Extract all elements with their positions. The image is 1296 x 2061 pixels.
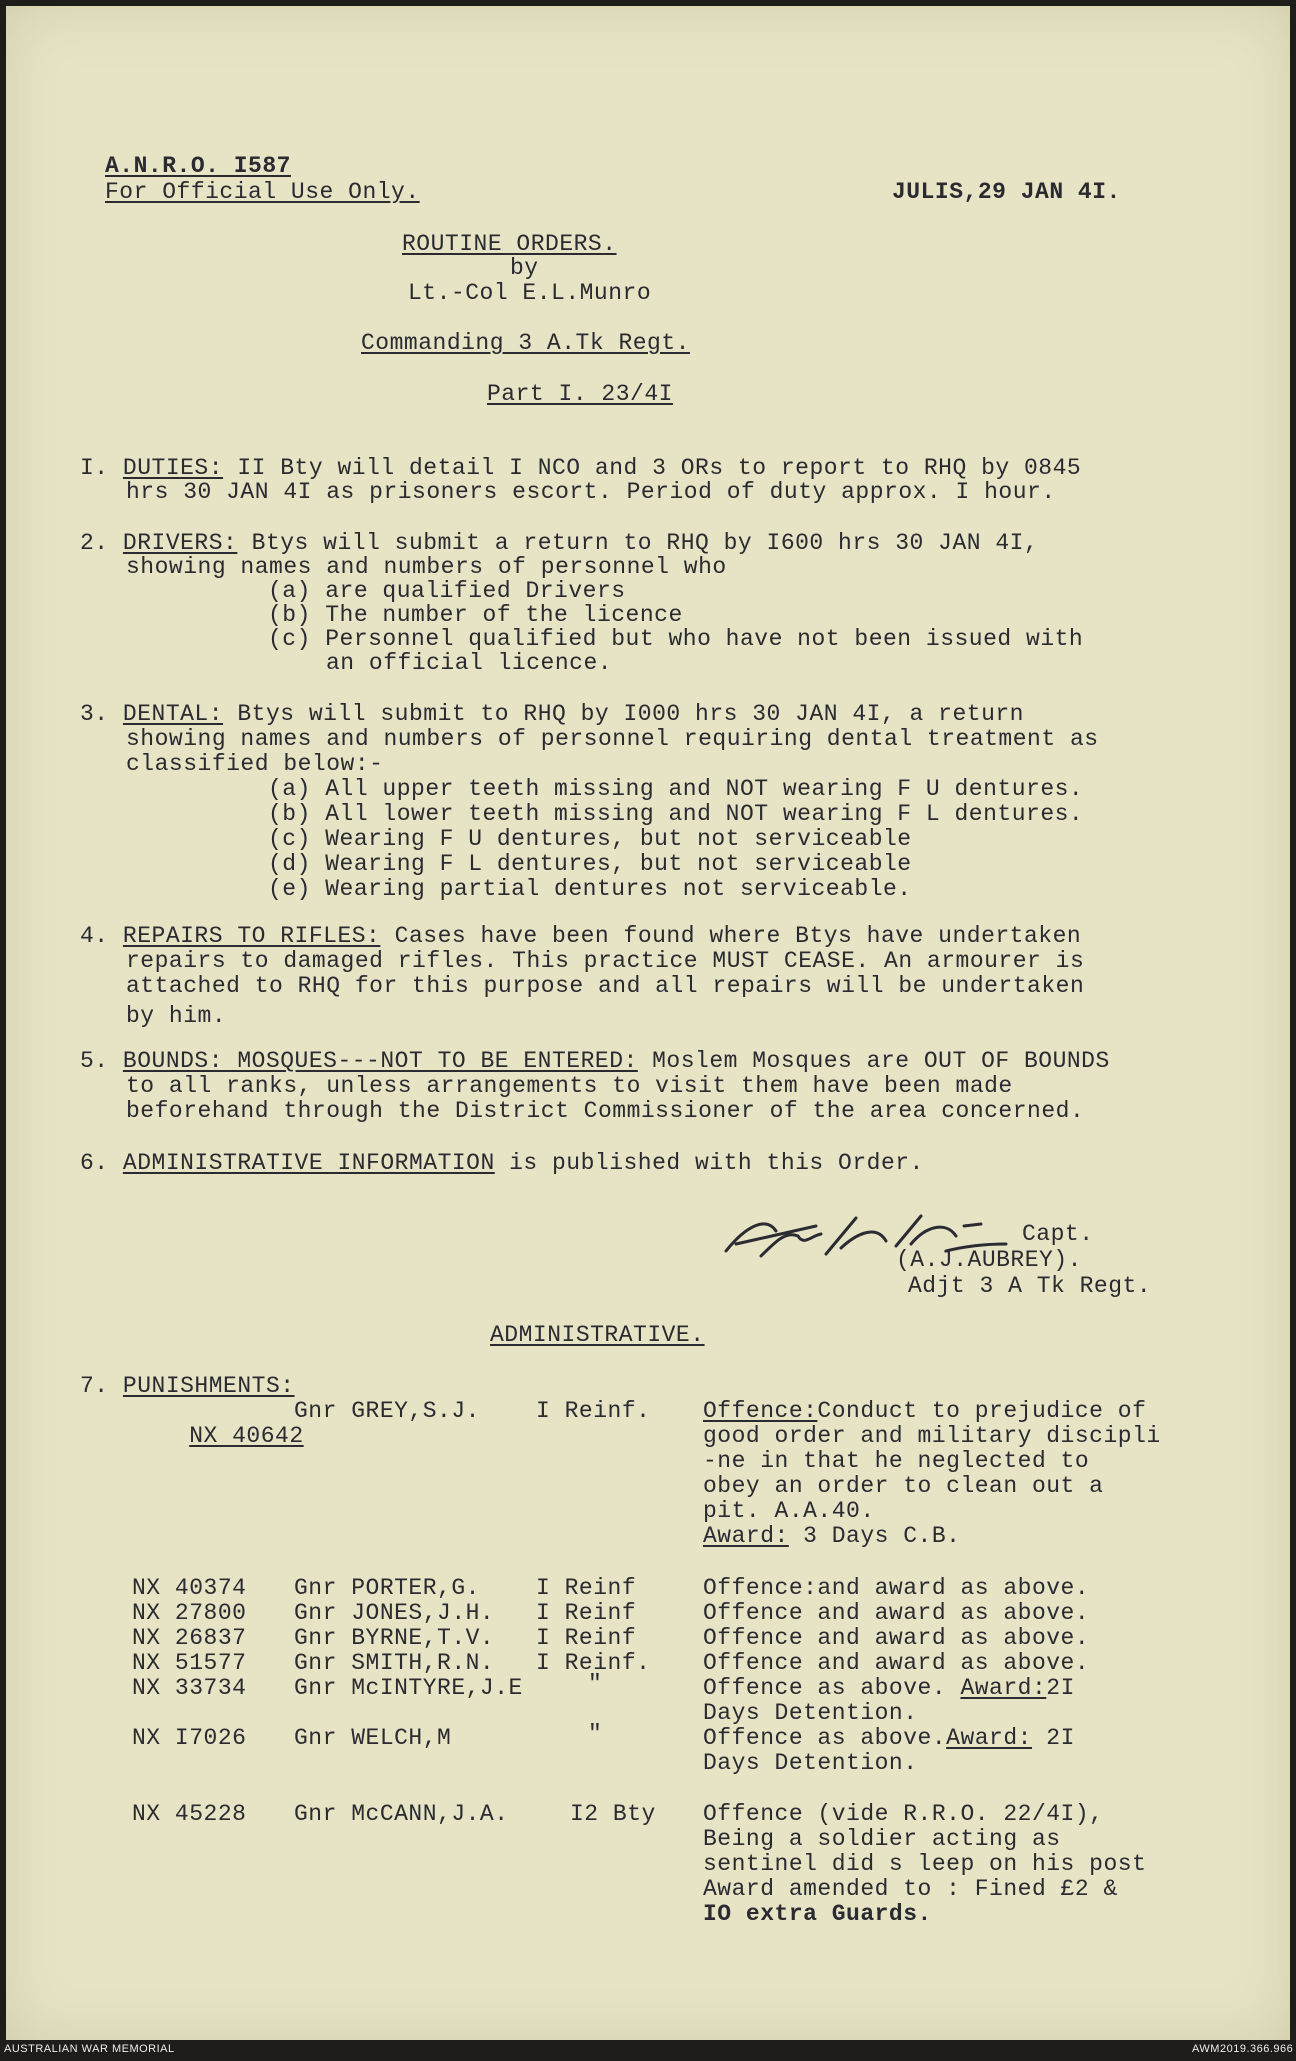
item-number: 6. <box>80 1150 109 1176</box>
award-text: 2I <box>1031 1725 1075 1751</box>
offence-text: Conduct to prejudice of <box>817 1398 1147 1424</box>
item-3-line-3: classified below:- <box>126 751 384 777</box>
item-heading: PUNISHMENTS: <box>122 1373 295 1399</box>
item-3-e: (e) Wearing partial dentures not serviceable. <box>268 876 912 902</box>
offence-text: Offence as above. <box>703 1725 947 1751</box>
item-heading: BOUNDS: MOSQUES---NOT TO BE ENTERED: <box>122 1048 638 1074</box>
soldier-name: Gnr PORTER,G. <box>294 1575 480 1601</box>
item-2-a: (a) are qualified Drivers <box>268 578 626 604</box>
soldier-name: Gnr BYRNE,T.V. <box>294 1625 495 1651</box>
item-1-line-2: hrs 30 JAN 4I as prisoners escort. Period of duty approx. I hour. <box>126 479 1056 505</box>
item-2-line-2: showing names and numbers of personnel who <box>126 554 727 580</box>
item-text: is published with this Order. <box>494 1150 924 1176</box>
document-page <box>6 6 1290 2040</box>
soldier-name: Gnr GREY,S.J. <box>294 1398 480 1424</box>
item-heading: REPAIRS TO RIFLES: <box>122 923 381 949</box>
offence-line <box>703 1399 1146 1424</box>
item-2-c-cont: an official licence. <box>326 650 613 676</box>
soldier-unit: " <box>588 1671 603 1697</box>
soldier-unit: I2 Bty <box>570 1801 656 1827</box>
service-number: NX 45228 <box>132 1801 247 1827</box>
item-4 <box>80 924 1081 949</box>
offence-line: Award amended to : Fined £2 & <box>703 1876 1118 1902</box>
item-2-b: (b) The number of the licence <box>268 602 683 628</box>
service-number: NX 27800 <box>132 1600 247 1626</box>
item-text: Moslem Mosques are OUT OF BOUNDS <box>637 1048 1110 1074</box>
award-text: 3 Days C.B. <box>788 1523 961 1549</box>
soldier-unit: " <box>588 1721 603 1747</box>
item-2 <box>80 531 1038 556</box>
item-6 <box>80 1151 924 1176</box>
item-3-c: (c) Wearing F U dentures, but not serviceable <box>268 826 912 852</box>
item-text: II Bty will detail I NCO and 3 ORs to report to RHQ by 0845 <box>223 455 1082 481</box>
signature-role: Adjt 3 A Tk Regt. <box>908 1273 1152 1299</box>
service-number: NX 33734 <box>132 1675 247 1701</box>
item-5 <box>80 1049 1110 1074</box>
offence-line: IO extra Guards. <box>703 1901 932 1927</box>
service-number: NX 40642 <box>189 1423 304 1449</box>
item-text: Btys will submit to RHQ by I000 hrs 30 JAN 4I, a return <box>223 701 1024 727</box>
item-4-line-3: attached to RHQ for this purpose and all repairs will be undertaken <box>126 973 1085 999</box>
soldier-name: Gnr McINTYRE,J.E <box>294 1675 523 1701</box>
footer-right: AWM2019.366.966 <box>1192 2043 1294 2055</box>
soldier-name: Gnr SMITH,R.N. <box>294 1650 495 1676</box>
item-number: 4. <box>80 923 109 949</box>
item-text: Btys will submit a return to RHQ by I600 hrs 30 JAN 4I, <box>237 530 1039 556</box>
offence-line: Being a soldier acting as <box>703 1826 1061 1852</box>
footer-left: AUSTRALIAN WAR MEMORIAL <box>4 2043 175 2055</box>
title-commander: Lt.-Col E.L.Munro <box>408 280 652 306</box>
offence-line: Days Detention. <box>703 1700 918 1726</box>
award-line <box>703 1524 960 1549</box>
item-heading: DRIVERS: <box>122 530 238 556</box>
soldier-unit: I Reinf <box>536 1600 637 1626</box>
soldier-name: Gnr JONES,J.H. <box>294 1600 495 1626</box>
offence-text: Offence as above. <box>703 1675 961 1701</box>
service-number: NX 26837 <box>132 1625 247 1651</box>
order-reference: A.N.R.O. I587 <box>105 153 291 179</box>
title-routine-orders: ROUTINE ORDERS. <box>402 231 617 257</box>
offence-line: obey an order to clean out a <box>703 1473 1104 1499</box>
soldier-name: Gnr McCANN,J.A. <box>294 1801 509 1827</box>
award-label: Award: <box>946 1725 1032 1751</box>
item-5-line-3: beforehand through the District Commissioner of the area concerned. <box>126 1098 1085 1124</box>
item-3 <box>80 702 1024 727</box>
item-number: 7. <box>80 1373 109 1399</box>
order-date: JULIS,29 JAN 4I. <box>892 179 1121 205</box>
item-heading: DENTAL: <box>122 701 224 727</box>
service-number: NX 40374 <box>132 1575 247 1601</box>
item-text: Cases have been found where Btys have undertaken <box>380 923 1082 949</box>
service-number: NX I7026 <box>132 1725 247 1751</box>
item-3-a: (a) All upper teeth missing and NOT wearing F U dentures. <box>268 776 1084 802</box>
soldier-name: Gnr WELCH,M <box>294 1725 452 1751</box>
item-3-d: (d) Wearing F L dentures, but not serviceable <box>268 851 912 877</box>
award-text: 2I <box>1046 1675 1075 1701</box>
offence-line: Offence and award as above. <box>703 1625 1090 1651</box>
soldier-unit: I Reinf <box>536 1625 637 1651</box>
item-number: 2. <box>80 530 109 556</box>
item-2-c: (c) Personnel qualified but who have not been issued with <box>268 626 1084 652</box>
offence-line: Offence and award as above. <box>703 1600 1090 1626</box>
offence-line: good order and military discipli <box>703 1423 1161 1449</box>
item-heading: ADMINISTRATIVE INFORMATION <box>122 1150 495 1176</box>
signature-rank: Capt. <box>1022 1221 1094 1247</box>
item-3-line-2: showing names and numbers of personnel requiring dental treatment as <box>126 726 1099 752</box>
soldier-unit: I Reinf. <box>536 1650 651 1676</box>
administrative-heading: ADMINISTRATIVE. <box>490 1322 705 1348</box>
item-1 <box>80 456 1081 481</box>
item-heading: DUTIES: <box>122 455 224 481</box>
offence-line <box>703 1726 1075 1751</box>
award-label: Award: <box>703 1523 789 1549</box>
soldier-unit: I Reinf. <box>536 1398 651 1424</box>
offence-line: Offence and award as above. <box>703 1650 1090 1676</box>
title-by: by <box>510 255 539 281</box>
item-3-b: (b) All lower teeth missing and NOT wearing F L dentures. <box>268 801 1084 827</box>
item-4-line-2: repairs to damaged rifles. This practice MUST CEASE. An armourer is <box>126 948 1085 974</box>
soldier-unit: I Reinf <box>536 1575 637 1601</box>
service-number: NX 51577 <box>132 1650 247 1676</box>
item-4-line-4: by him. <box>126 1003 227 1029</box>
offence-label: Offence: <box>703 1398 818 1424</box>
classification: For Official Use Only. <box>105 179 420 205</box>
item-number: 3. <box>80 701 109 727</box>
offence-line: sentinel did s leep on his post <box>703 1851 1147 1877</box>
item-number: I. <box>80 455 109 481</box>
offence-line: -ne in that he neglected to <box>703 1448 1090 1474</box>
title-part: Part I. 23/4I <box>487 381 673 407</box>
offence-line <box>703 1676 1075 1701</box>
item-7 <box>80 1374 295 1399</box>
offence-line: Offence:and award as above. <box>703 1575 1090 1601</box>
item-5-line-2: to all ranks, unless arrangements to visit them have been made <box>126 1073 1013 1099</box>
item-number: 5. <box>80 1048 109 1074</box>
offence-line: pit. A.A.40. <box>703 1498 875 1524</box>
signature-name: (A.J.AUBREY). <box>896 1247 1082 1273</box>
offence-line: Offence (vide R.R.O. 22/4I), <box>703 1801 1104 1827</box>
offence-line: Days Detention. <box>703 1750 918 1776</box>
table-row <box>132 1399 304 1474</box>
award-label: Award: <box>960 1675 1047 1701</box>
title-commanding: Commanding 3 A.Tk Regt. <box>361 330 690 356</box>
